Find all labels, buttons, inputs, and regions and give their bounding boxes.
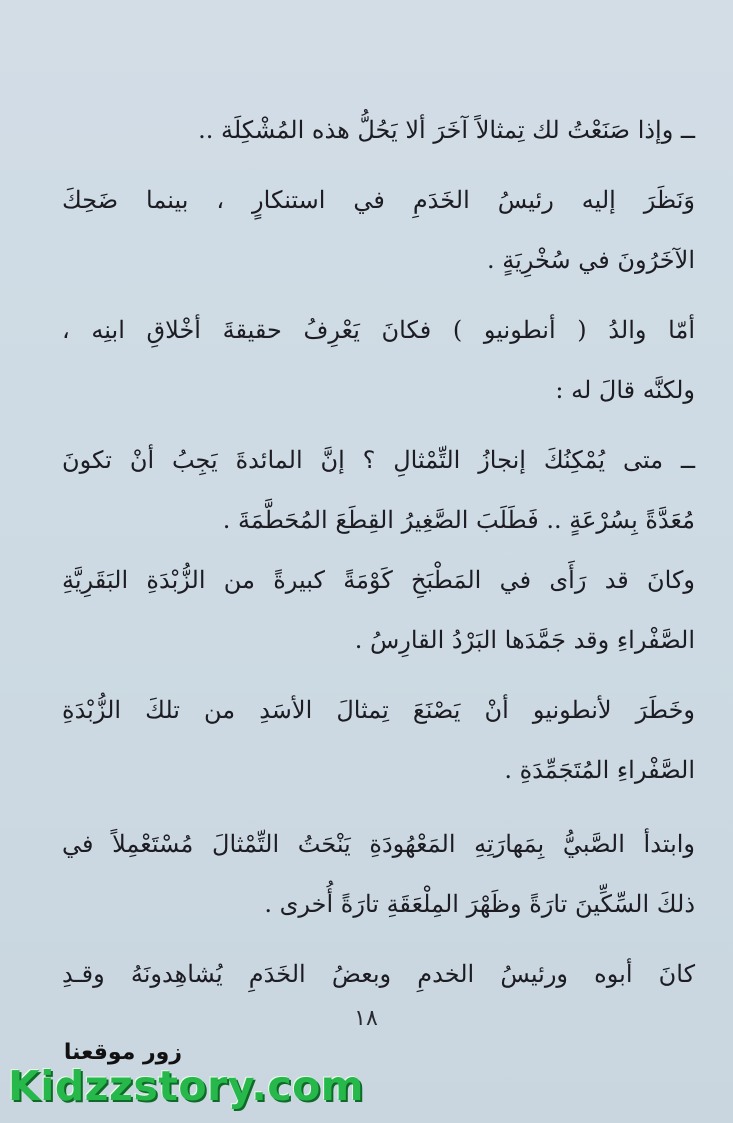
page-number: ١٨: [354, 1006, 378, 1031]
paragraph-4-line-2: مُعَدَّةً بِسُرْعَةٍ .. فَطَلَبَ الصَّغِيرُ القِطَعَ المُحَطَّمَةَ .: [222, 506, 695, 534]
paragraph-2-line-1: وَنَظَرَ إليه رئيسُ الخَدَمِ في استنكارٍ ، بينما ضَحِكَ: [62, 186, 695, 214]
paragraph-2-line-2: الآخَرُونَ في سُخْرِيَةٍ .: [486, 246, 695, 274]
paragraph-5-line-1: وكانَ قد رَأَى في المَطْبَخِ كَوْمَةً كبيرةً من الزُّبْدَةِ البَقَرِيَّةِ: [62, 566, 695, 594]
paragraph-1-line-1: ــ وإذا صَنَعْتُ لك تِمثالاً آخَرَ ألا يَحُلُّ هذه المُشْكِلَة ..: [198, 116, 695, 144]
story-text: [62, 100, 695, 1004]
watermark-site-logo: Kidzzstory.com: [8, 1062, 365, 1110]
paragraph-6-line-1: وخَطَرَ لأنطونيو أنْ يَصْنَعَ تِمثالَ الأسَدِ من تلكَ الزُّبْدَةِ: [62, 696, 695, 724]
paragraph-5-line-2: الصَّفْراءِ وقد جَمَّدَها البَرْدُ القارِسُ .: [354, 626, 695, 654]
paragraph-3-line-2: ولكنَّه قالَ له :: [555, 376, 695, 404]
paragraph-7-line-2: ذلكَ السِّكِّينَ تارَةً وظَهْرَ المِلْعَقَةِ تارَةً أُخرى .: [264, 890, 695, 918]
watermark-arabic-caption: زور موقعنا: [63, 1040, 182, 1065]
paragraph-6-line-2: الصَّفْراءِ المُتَجَمِّدَةِ .: [504, 756, 695, 784]
paragraph-3-line-1: أمّا والدُ ( أنطونيو ) فكانَ يَعْرِفُ حقيقةَ أخْلاقِ ابنِه ،: [62, 316, 695, 344]
paragraph-7-line-1: وابتدأ الصَّبيُّ بِمَهارَتِهِ المَعْهُودَةِ يَنْحَتُ التِّمْثالَ مُسْتَعْمِلاً في: [62, 830, 695, 858]
paragraph-4-line-1: ــ متى يُمْكِنُكَ إنجازُ التِّمْثالِ ؟ إنَّ المائدةَ يَجِبُ أنْ تكونَ: [62, 446, 695, 474]
paragraph-8-line-1: كانَ أبوه ورئيسُ الخدمِ وبعضُ الخَدَمِ يُشاهِدونَهُ وقـدِ: [62, 960, 695, 988]
